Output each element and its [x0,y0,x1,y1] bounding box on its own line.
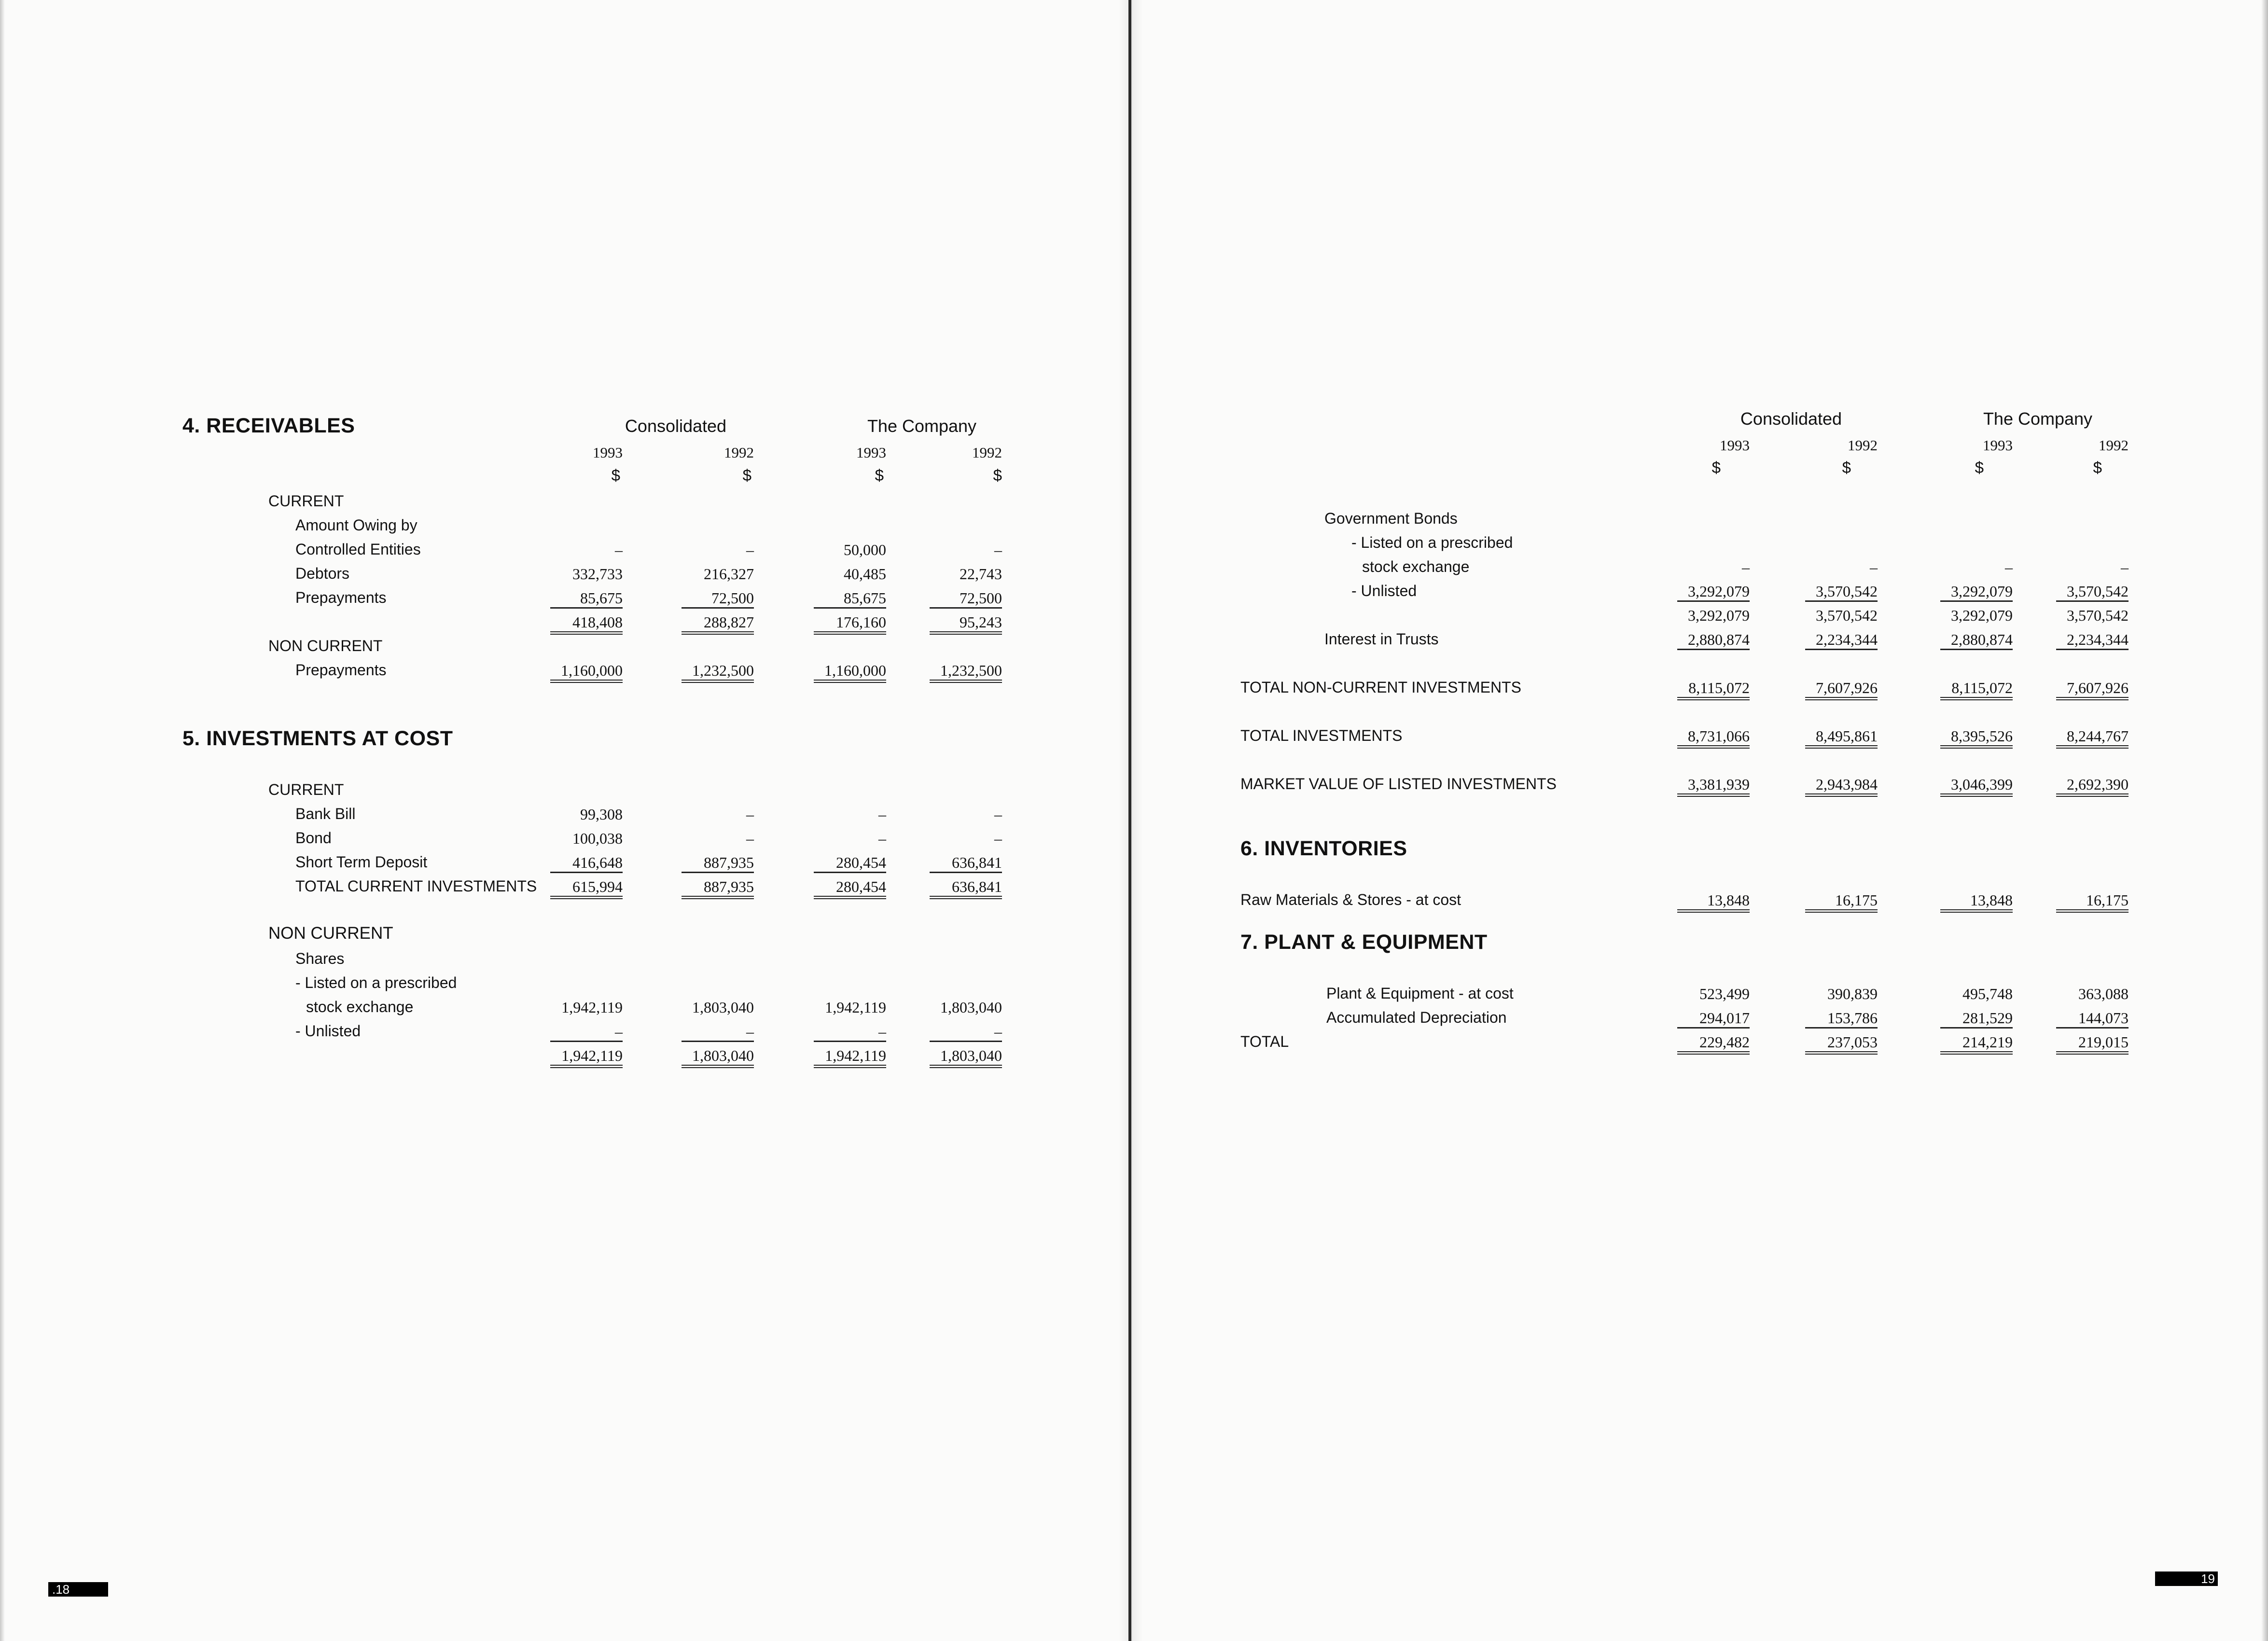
accumulated-depreciation-value: 281,529 [1940,1009,2013,1029]
market-value-label: MARKET VALUE OF LISTED INVESTMENTS [1240,775,1557,793]
gb-total-value: 3,570,542 [1816,607,1878,624]
plant-total-value: 229,482 [1677,1033,1750,1055]
gb-listed-value: – [1870,558,1878,576]
currency-header: $ [742,466,751,484]
amount-owing-label: Amount Owing by [295,516,417,534]
currency-header: $ [1975,459,1984,476]
short-term-deposit-value: 280,454 [814,853,886,873]
year-header: 1992 [972,444,1002,461]
non-current-label: NON CURRENT [268,637,383,654]
prepayments-value: 72,500 [682,589,754,609]
receivables-heading: 4. RECEIVABLES [182,414,355,437]
current-label: CURRENT [268,492,344,510]
total-current-investments-value: 887,935 [682,877,754,899]
plant-cost-value: 495,748 [1962,985,2013,1002]
year-header: 1993 [1720,437,1750,454]
amount-owing-label-cont: Controlled Entities [295,541,421,558]
left-page [0,0,1129,1641]
right-page [1129,0,2268,1641]
currency-header: $ [1711,459,1721,476]
total-non-current-investments-value: 8,115,072 [1940,679,2013,700]
unlisted-value: – [682,1022,754,1042]
total-investments-label: TOTAL INVESTMENTS [1240,727,1403,744]
gb-total-value: 3,292,079 [1688,607,1750,624]
total-current-investments-value: 280,454 [814,877,886,899]
bank-bill-value: – [994,806,1002,823]
accumulated-depreciation-value: 294,017 [1677,1009,1750,1029]
government-bonds-label: Government Bonds [1324,510,1458,527]
total-non-current-investments-value: 7,607,926 [2056,679,2129,700]
raw-materials-value: 13,848 [1940,891,2013,913]
year-header: 1993 [1983,437,2013,454]
consolidated-group-header: Consolidated [1740,409,1842,429]
listed-value: 1,942,119 [825,999,886,1016]
plant-total-value: 214,219 [1940,1033,2013,1055]
total-investments-value: 8,495,861 [1805,727,1878,749]
unlisted-value: – [930,1022,1002,1042]
unlisted-value: – [550,1022,623,1042]
prepayments-value: 85,675 [550,589,623,609]
amount-owing-value: – [994,541,1002,558]
bond-value: – [878,830,886,847]
year-header: 1993 [593,444,623,461]
current-total-value: 418,408 [550,613,623,635]
gb-listed-label: - Listed on a prescribed [1351,534,1513,551]
total-current-investments-value: 636,841 [930,877,1002,899]
bond-value: 100,038 [572,830,623,847]
plant-equipment-heading: 7. PLANT & EQUIPMENT [1240,931,1488,954]
page-number: .18 [48,1582,108,1597]
total-investments-value: 8,395,526 [1940,727,2013,749]
market-value-value: 3,046,399 [1940,775,2013,797]
nc-total-value: 1,942,119 [550,1046,623,1068]
market-value-value: 3,381,939 [1677,775,1750,797]
inventories-heading: 6. INVENTORIES [1240,837,1407,860]
total-current-investments-value: 615,994 [550,877,623,899]
company-group-header: The Company [867,416,977,436]
listed-label: - Listed on a prescribed [295,974,457,991]
nc-prepayments-value: 1,232,500 [930,661,1002,683]
accumulated-depreciation-value: 153,786 [1805,1009,1878,1029]
total-current-investments-label: TOTAL CURRENT INVESTMENTS [295,877,537,895]
listed-label-cont: stock exchange [306,998,414,1015]
interest-in-trusts-value: 2,880,874 [1940,630,2013,650]
currency-header: $ [611,466,620,484]
total-investments-value: 8,731,066 [1677,727,1750,749]
amount-owing-value: – [746,541,754,558]
amount-owing-value: – [615,541,623,558]
plant-cost-value: 363,088 [2078,985,2129,1002]
interest-in-trusts-value: 2,234,344 [2056,630,2129,650]
currency-header: $ [875,466,884,484]
nc-total-value: 1,803,040 [682,1046,754,1068]
bank-bill-value: 99,308 [580,806,623,823]
plant-cost-value: 523,499 [1699,985,1750,1002]
gb-total-value: 3,570,542 [2067,607,2129,624]
plant-cost-value: 390,839 [1827,985,1878,1002]
nc-total-value: 1,942,119 [814,1046,886,1068]
prepayments-label: Prepayments [295,589,387,606]
short-term-deposit-value: 416,648 [550,853,623,873]
current-label: CURRENT [268,781,344,798]
bank-bill-value: – [746,806,754,823]
bond-value: – [994,830,1002,847]
market-value-value: 2,943,984 [1805,775,1878,797]
gb-listed-value: – [1742,558,1750,576]
year-header: 1993 [856,444,886,461]
nc-total-value: 1,803,040 [930,1046,1002,1068]
unlisted-value: – [814,1022,886,1042]
market-value-value: 2,692,390 [2056,775,2129,797]
current-total-value: 176,160 [814,613,886,635]
total-investments-value: 8,244,767 [2056,727,2129,749]
plant-cost-label: Plant & Equipment - at cost [1326,985,1514,1002]
total-non-current-investments-label: TOTAL NON-CURRENT INVESTMENTS [1240,679,1521,696]
interest-in-trusts-value: 2,880,874 [1677,630,1750,650]
current-total-value: 95,243 [930,613,1002,635]
company-group-header: The Company [1983,409,2093,429]
current-total-value: 288,827 [682,613,754,635]
debtors-value: 332,733 [572,565,623,583]
raw-materials-label: Raw Materials & Stores - at cost [1240,891,1461,908]
gb-unlisted-value: 3,292,079 [1677,582,1750,602]
total-non-current-investments-value: 7,607,926 [1805,679,1878,700]
listed-value: 1,803,040 [940,999,1002,1016]
bank-bill-value: – [878,806,886,823]
debtors-value: 40,485 [844,565,886,583]
currency-header: $ [1842,459,1851,476]
gb-unlisted-value: 3,570,542 [2056,582,2129,602]
year-header: 1992 [2099,437,2129,454]
gb-unlisted-value: 3,292,079 [1940,582,2013,602]
bond-label: Bond [295,829,332,847]
raw-materials-value: 16,175 [1805,891,1878,913]
shares-label: Shares [295,950,345,967]
listed-value: 1,942,119 [561,999,623,1016]
gb-total-value: 3,292,079 [1951,607,2013,624]
consolidated-group-header: Consolidated [625,416,727,436]
gb-listed-value: – [2121,558,2129,576]
gb-unlisted-label: - Unlisted [1351,582,1417,599]
nc-prepayments-label: Prepayments [295,661,387,679]
short-term-deposit-value: 887,935 [682,853,754,873]
total-non-current-investments-value: 8,115,072 [1677,679,1750,700]
raw-materials-value: 16,175 [2056,891,2129,913]
bond-value: – [746,830,754,847]
bank-bill-label: Bank Bill [295,805,356,822]
plant-total-value: 219,015 [2056,1033,2129,1055]
investments-heading: 5. INVESTMENTS AT COST [182,727,453,750]
currency-header: $ [2093,459,2102,476]
short-term-deposit-value: 636,841 [930,853,1002,873]
debtors-value: 216,327 [704,565,754,583]
prepayments-value: 72,500 [930,589,1002,609]
nc-prepayments-value: 1,232,500 [682,661,754,683]
gb-listed-value: – [2005,558,2013,576]
year-header: 1992 [724,444,754,461]
nc-prepayments-value: 1,160,000 [550,661,623,683]
accumulated-depreciation-value: 144,073 [2056,1009,2129,1029]
interest-in-trusts-label: Interest in Trusts [1324,630,1439,648]
page-number: 19 [2155,1571,2218,1586]
plant-total-value: 237,053 [1805,1033,1878,1055]
prepayments-value: 85,675 [814,589,886,609]
amount-owing-value: 50,000 [844,541,886,558]
debtors-label: Debtors [295,565,350,582]
nc-prepayments-value: 1,160,000 [814,661,886,683]
raw-materials-value: 13,848 [1677,891,1750,913]
gb-listed-label-cont: stock exchange [1362,558,1470,575]
currency-header: $ [993,466,1002,484]
unlisted-label: - Unlisted [295,1022,361,1040]
debtors-value: 22,743 [960,565,1002,583]
short-term-deposit-label: Short Term Deposit [295,853,428,871]
non-current-label: NON CURRENT [268,924,393,943]
listed-value: 1,803,040 [692,999,754,1016]
year-header: 1992 [1848,437,1878,454]
accumulated-depreciation-label: Accumulated Depreciation [1326,1009,1507,1026]
plant-total-label: TOTAL [1240,1033,1289,1050]
interest-in-trusts-value: 2,234,344 [1805,630,1878,650]
gb-unlisted-value: 3,570,542 [1805,582,1878,602]
